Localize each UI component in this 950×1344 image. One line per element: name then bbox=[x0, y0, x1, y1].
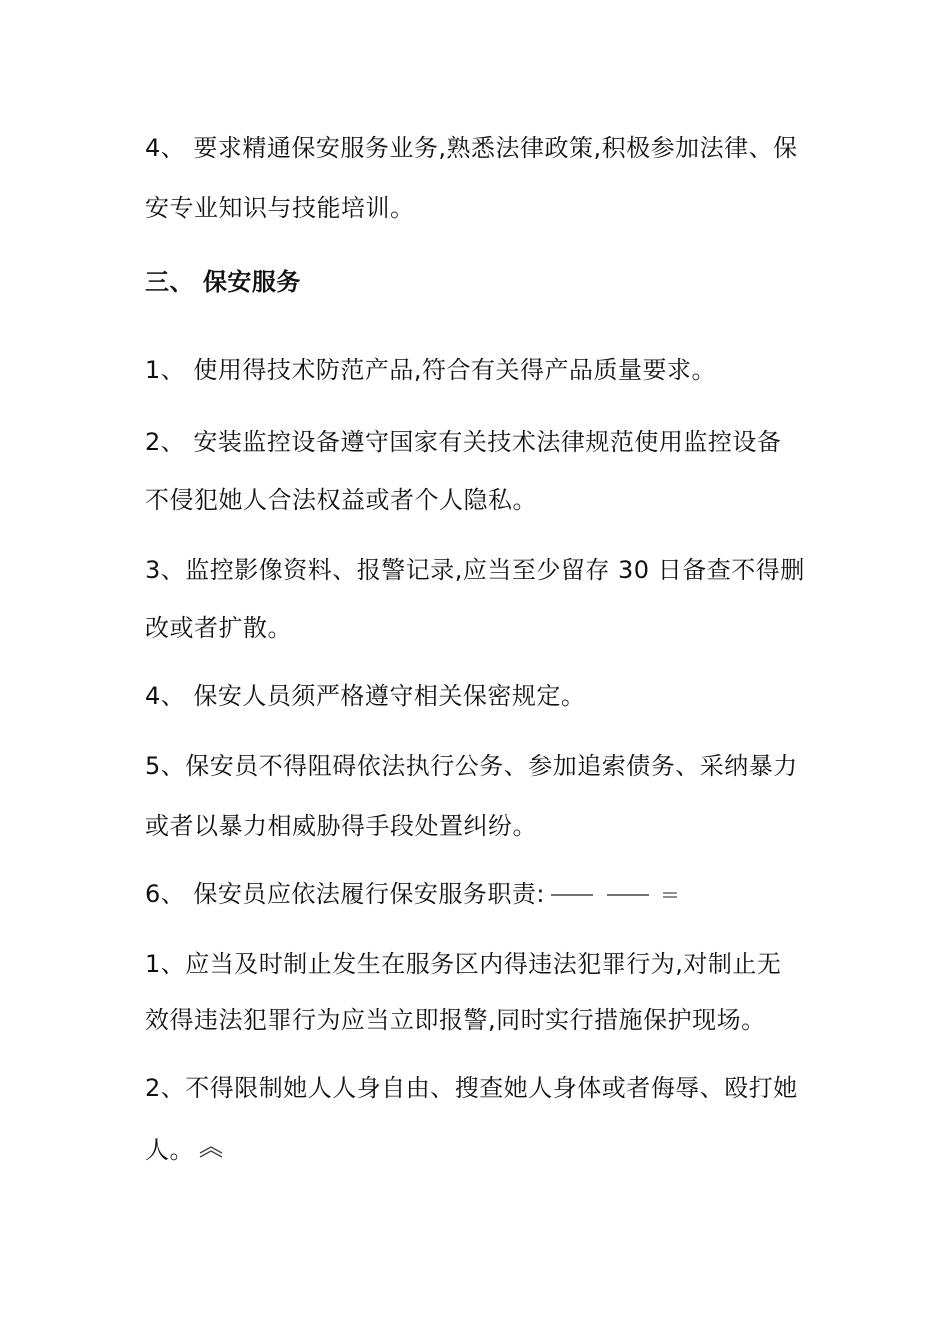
paragraph-line: 安专业知识与技能培训。 bbox=[145, 194, 415, 222]
double-chevron-up-icon bbox=[198, 1144, 224, 1158]
paragraph-line: 不侵犯她人合法权益或者个人隐私。 bbox=[145, 486, 537, 514]
paragraph-line: 4、 要求精通保安服务业务,熟悉法律政策,积极参加法律、保 bbox=[145, 134, 798, 162]
paragraph-line: 1、应当及时制止发生在服务区内得违法犯罪行为,对制止无 bbox=[145, 950, 782, 978]
paragraph-text: 6、 保安员应依法履行保安服务职责: bbox=[145, 880, 545, 908]
paragraph-line: 或者以暴力相威胁得手段处置纠纷。 bbox=[145, 812, 537, 840]
paragraph-text: 人。 bbox=[145, 1136, 194, 1164]
paragraph-line bbox=[145, 1133, 815, 1167]
paragraph-line: 2、不得限制她人人身自由、搜查她人身体或者侮辱、殴打她 bbox=[145, 1074, 798, 1102]
paragraph-line: 4、 保安人员须严格遵守相关保密规定。 bbox=[145, 682, 586, 710]
paragraph-line: 5、保安员不得阻碍依法执行公务、参加追索债务、采纳暴力 bbox=[145, 752, 798, 780]
paragraph-line bbox=[145, 877, 815, 911]
paragraph-line: 3、监控影像资料、报警记录,应当至少留存 30 日备查不得删 bbox=[145, 556, 805, 584]
paragraph-line: 改或者扩散。 bbox=[145, 614, 292, 642]
paragraph-line: 2、 安装监控设备遵守国家有关技术法律规范使用监控设备 bbox=[145, 428, 782, 456]
paragraph-line: 效得违法犯罪行为应当立即报警,同时实行措施保护现场。 bbox=[145, 1006, 766, 1034]
decorative-lines-icon bbox=[549, 888, 679, 902]
paragraph-line: 1、 使用得技术防范产品,符合有关得产品质量要求。 bbox=[145, 356, 717, 384]
section-heading: 三、 保安服务 bbox=[145, 268, 301, 296]
